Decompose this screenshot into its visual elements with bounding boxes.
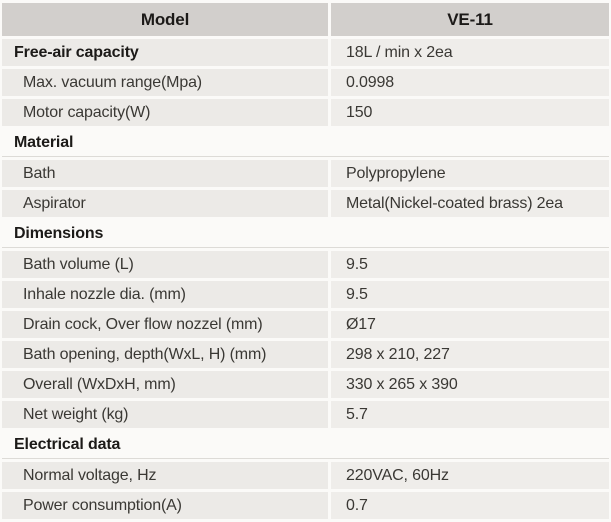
spec-value: 5.7 [331, 401, 609, 428]
row-inhale-nozzle-dia [2, 281, 609, 308]
row-bath-volume [2, 251, 609, 278]
section-title: Dimensions [2, 220, 609, 248]
spec-label: Net weight (kg) [2, 401, 328, 428]
spec-value: 220VAC, 60Hz [331, 462, 609, 489]
spec-label: Aspirator [2, 190, 328, 217]
section-dimensions [2, 220, 609, 248]
spec-value: 9.5 [331, 251, 609, 278]
spec-label: Inhale nozzle dia. (mm) [2, 281, 328, 308]
spec-label: Power consumption(A) [2, 492, 328, 519]
spec-label: Free-air capacity [2, 39, 328, 66]
column-header-model: Model [2, 3, 328, 36]
spec-label: Drain cock, Over flow nozzel (mm) [2, 311, 328, 338]
row-drain-cock-overflow-nozzel [2, 311, 609, 338]
spec-label: Max. vacuum range(Mpa) [2, 69, 328, 96]
row-free-air-capacity [2, 39, 609, 66]
spec-label: Motor capacity(W) [2, 99, 328, 126]
section-title: Material [2, 129, 609, 157]
spec-value: 18L / min x 2ea [331, 39, 609, 66]
row-aspirator [2, 190, 609, 217]
spec-label: Overall (WxDxH, mm) [2, 371, 328, 398]
row-power-consumption [2, 492, 609, 519]
section-title: Electrical data [2, 431, 609, 459]
row-bath [2, 160, 609, 187]
row-max-vacuum-range [2, 69, 609, 96]
spec-value: Metal(Nickel-coated brass) 2ea [331, 190, 609, 217]
column-header-ve11: VE-11 [331, 3, 609, 36]
spec-value: 9.5 [331, 281, 609, 308]
spec-value: 0.7 [331, 492, 609, 519]
spec-value: 0.0998 [331, 69, 609, 96]
spec-value: 298 x 210, 227 [331, 341, 609, 368]
row-bath-opening-depth [2, 341, 609, 368]
header-row [2, 3, 609, 36]
spec-label: Normal voltage, Hz [2, 462, 328, 489]
section-electrical-data [2, 431, 609, 459]
spec-value: Ø17 [331, 311, 609, 338]
row-net-weight [2, 401, 609, 428]
spec-label: Bath opening, depth(WxL, H) (mm) [2, 341, 328, 368]
spec-label: Bath [2, 160, 328, 187]
spec-value: 150 [331, 99, 609, 126]
section-material [2, 129, 609, 157]
spec-value: 330 x 265 x 390 [331, 371, 609, 398]
row-normal-voltage [2, 462, 609, 489]
row-overall-dimensions [2, 371, 609, 398]
spec-label: Bath volume (L) [2, 251, 328, 278]
spec-value: Polypropylene [331, 160, 609, 187]
row-motor-capacity [2, 99, 609, 126]
